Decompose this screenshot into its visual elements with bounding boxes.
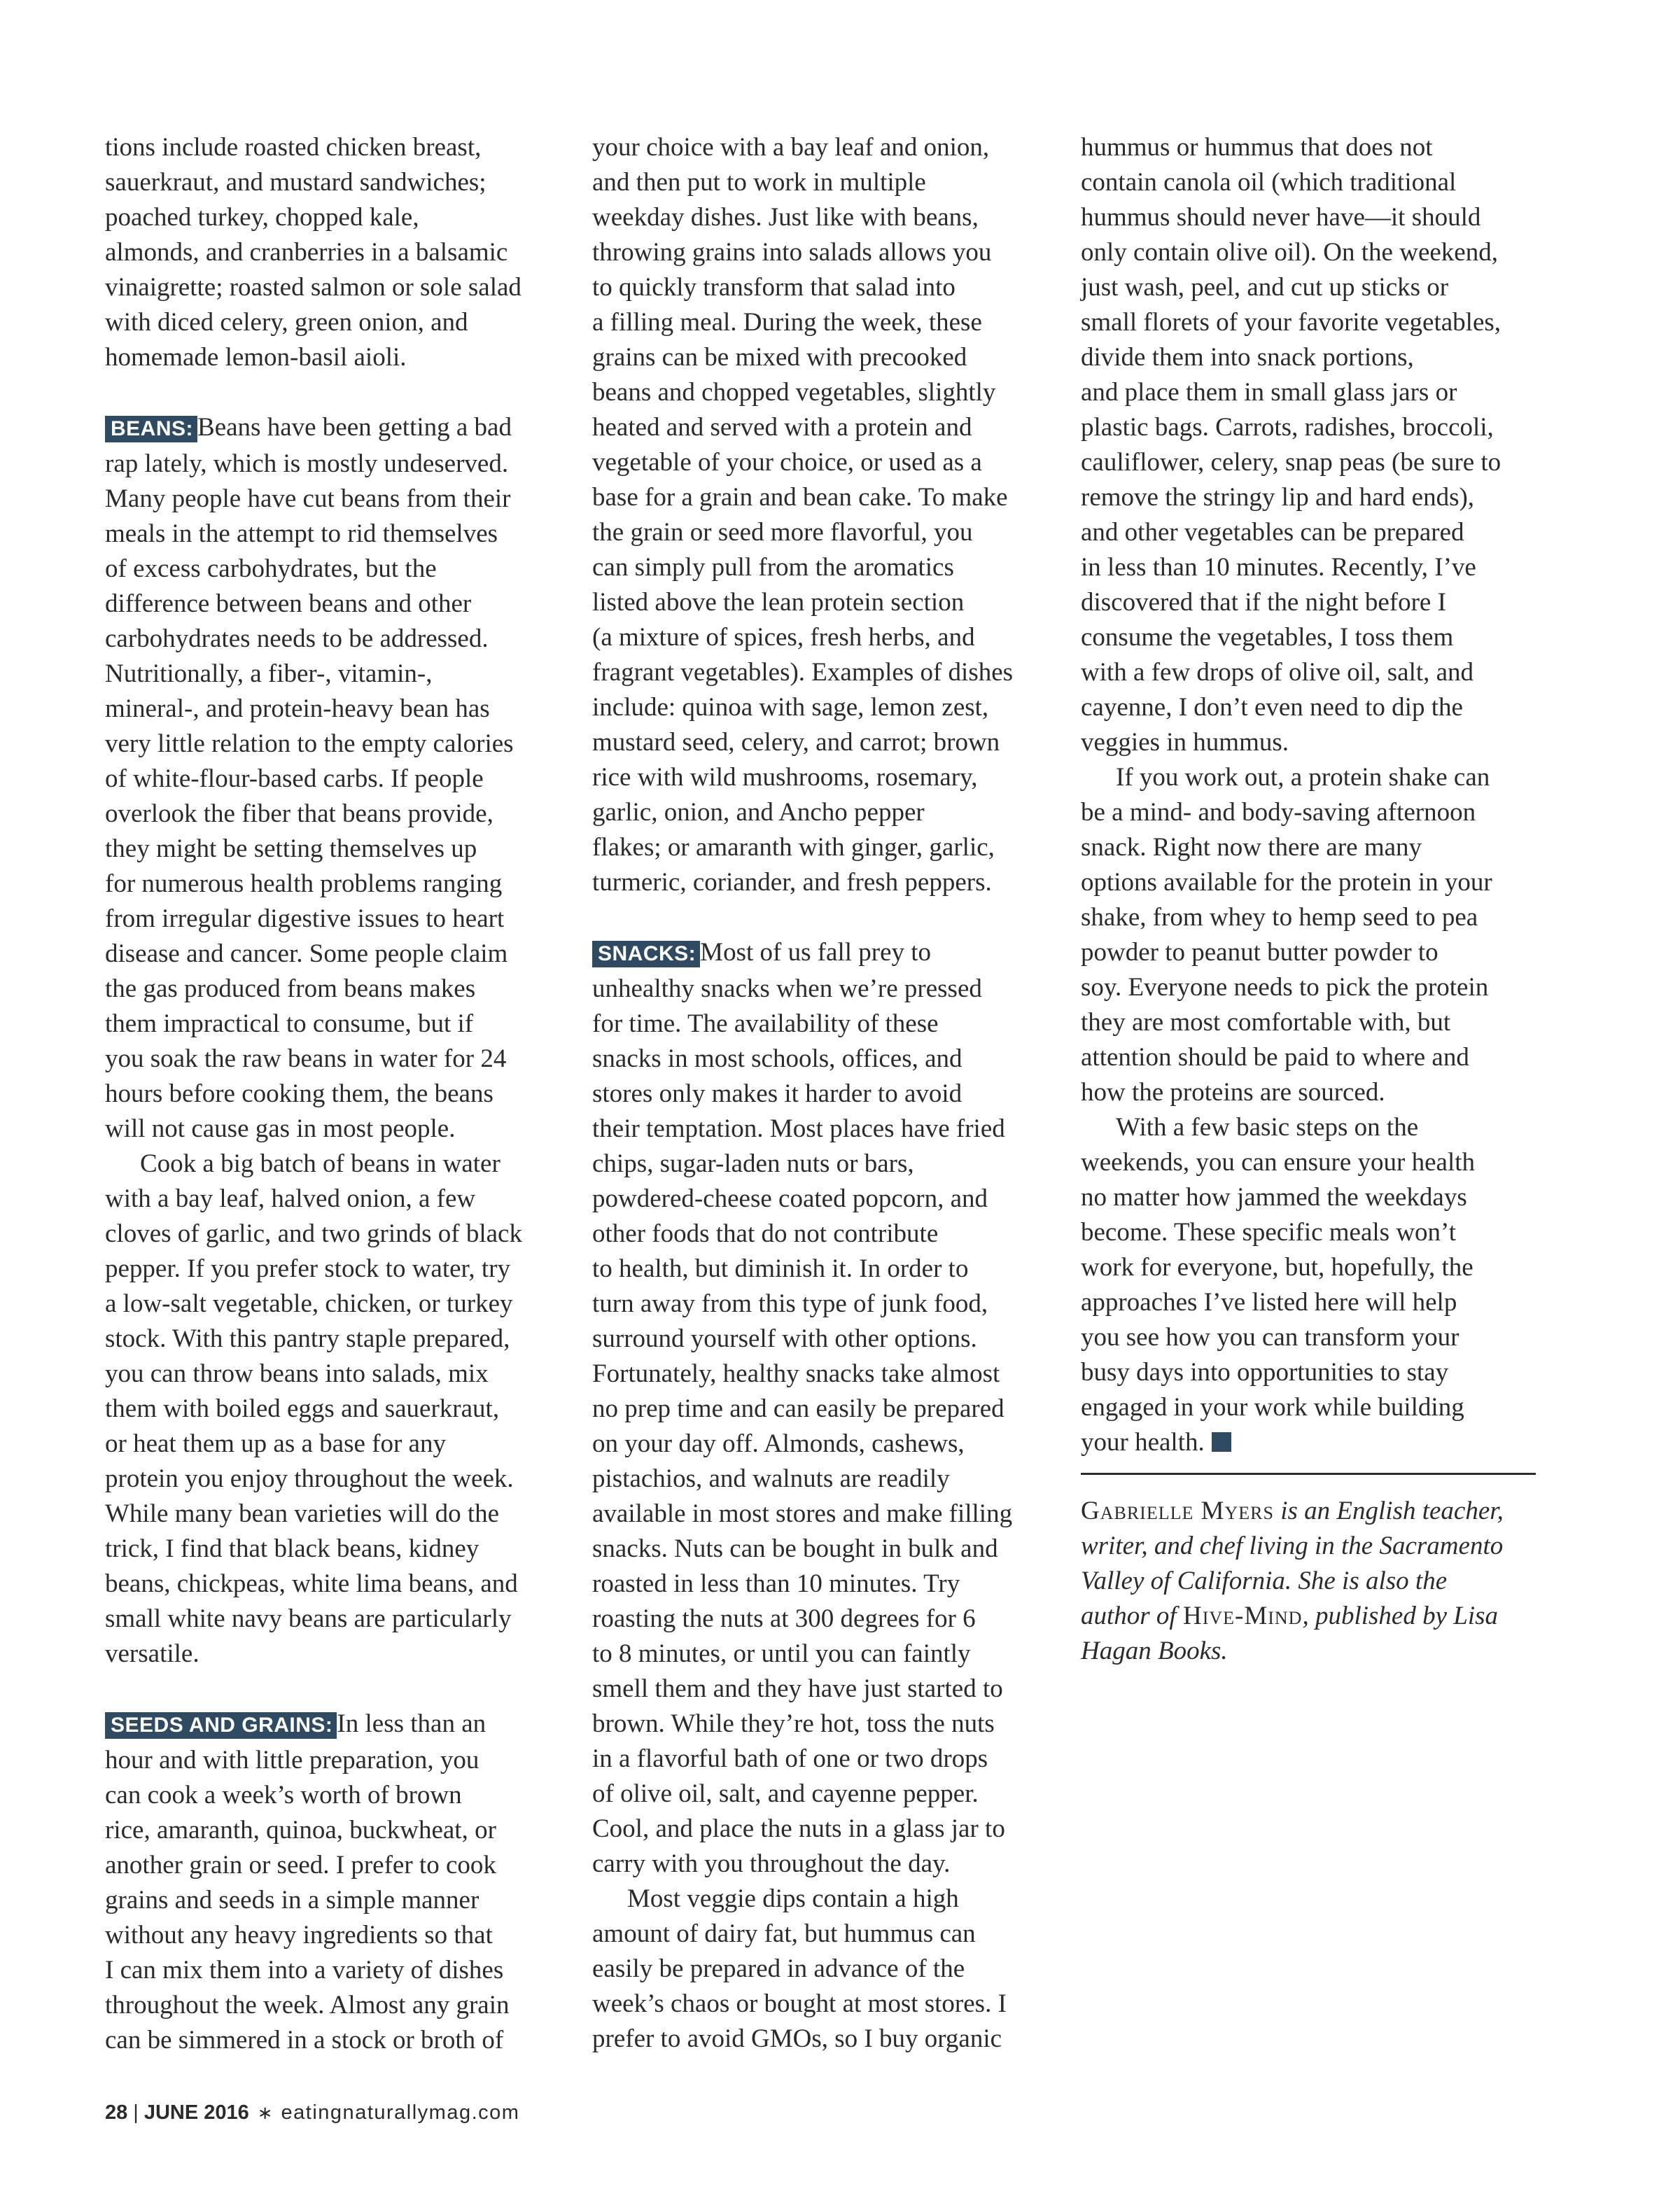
text-line: they might be setting themselves up xyxy=(105,834,477,863)
text-line: of white-flour-based carbs. If people xyxy=(105,764,484,793)
paragraph-snacks xyxy=(592,935,1054,1882)
text-line: base for a grain and bean cake. To make xyxy=(592,483,1008,512)
text-line: While many bean varieties will do the xyxy=(105,1499,500,1528)
text-line: cayenne, I don’t even need to dip the xyxy=(1081,693,1463,722)
text-line: another grain or seed. I prefer to cook xyxy=(105,1851,496,1879)
text-line: work for everyone, but, hopefully, the xyxy=(1081,1253,1474,1282)
text-line: soy. Everyone needs to pick the protein xyxy=(1081,973,1489,1002)
text-line: almonds, and cranberries in a balsamic xyxy=(105,238,508,267)
text-line: no matter how jammed the weekdays xyxy=(1081,1183,1467,1212)
section-label-snacks: SNACKS: xyxy=(592,941,700,967)
text-line: turn away from this type of junk food, xyxy=(592,1289,988,1318)
text-line: snacks in most schools, offices, and xyxy=(592,1044,962,1073)
text-line xyxy=(105,410,567,447)
text-line: a filling meal. During the week, these xyxy=(592,308,982,337)
text-line: Beans have been getting a bad xyxy=(197,413,512,442)
text-line: you soak the raw beans in water for 24 xyxy=(105,1044,507,1073)
text-line: of excess carbohydrates, but the xyxy=(105,554,437,583)
text-line: chips, sugar-laden nuts or bars, xyxy=(592,1149,914,1178)
text-line: surround yourself with other options. xyxy=(592,1324,977,1353)
text-line: vinaigrette; roasted salmon or sole salad xyxy=(105,273,522,302)
text-line: With a few basic steps on the xyxy=(1116,1113,1419,1142)
text-line: vegetable of your choice, or used as a xyxy=(592,448,982,477)
text-line: them with boiled eggs and sauerkraut, xyxy=(105,1394,500,1423)
text-line: Most of us fall prey to xyxy=(700,938,932,967)
text-line: for time. The availability of these xyxy=(592,1009,939,1038)
text-line: throwing grains into salads allows you xyxy=(592,238,992,267)
text-line: with a bay leaf, halved onion, a few xyxy=(105,1184,476,1213)
text-line: your choice with a bay leaf and onion, xyxy=(592,133,990,162)
text-line: be a mind- and body-saving afternoon xyxy=(1081,798,1476,827)
text-line: turmeric, coriander, and fresh peppers. xyxy=(592,868,992,897)
text-line: listed above the lean protein section xyxy=(592,588,965,617)
text-line: small white navy beans are particularly xyxy=(105,1604,512,1633)
bio-divider xyxy=(1081,1473,1536,1475)
text-line: hour and with little preparation, you xyxy=(105,1746,479,1774)
column-3 xyxy=(1081,130,1543,1460)
text-line: powder to peanut butter powder to xyxy=(1081,938,1438,967)
text-line: cauliflower, celery, snap peas (be sure to xyxy=(1081,448,1502,477)
text-line: how the proteins are sourced. xyxy=(1081,1078,1385,1107)
text-line xyxy=(1081,1494,1543,1529)
bio-text: Hagan Books. xyxy=(1081,1637,1228,1665)
text-line xyxy=(1081,1599,1543,1634)
text-line: mustard seed, celery, and carrot; brown xyxy=(592,728,1000,757)
text-line: discovered that if the night before I xyxy=(1081,588,1446,617)
text-line: powdered-cheese coated popcorn, and xyxy=(592,1184,988,1213)
text-line: on your day off. Almonds, cashews, xyxy=(592,1429,965,1458)
page-number: 28 xyxy=(105,2101,128,2124)
text-line: mineral-, and protein-heavy bean has xyxy=(105,694,490,723)
text-line: contain canola oil (which traditional xyxy=(1081,168,1457,197)
text-line: throughout the week. Almost any grain xyxy=(105,1991,510,2019)
text-line: protein you enjoy throughout the week. xyxy=(105,1464,514,1493)
text-line: to health, but diminish it. In order to xyxy=(592,1254,969,1283)
text-line: I can mix them into a variety of dishes xyxy=(105,1956,504,1984)
text-line: carbohydrates needs to be addressed. xyxy=(105,624,489,653)
text-line: small florets of your favorite vegetables, xyxy=(1081,308,1502,337)
text-line: smell them and they have just started to xyxy=(592,1674,1003,1703)
bio-text: writer, and chef living in the Sacramento xyxy=(1081,1532,1504,1560)
text-line: carry with you throughout the day. xyxy=(592,1849,951,1878)
text-line: Many people have cut beans from their xyxy=(105,484,511,513)
text-line: and other vegetables can be prepared xyxy=(1081,518,1464,547)
text-line: unhealthy snacks when we’re pressed xyxy=(592,974,982,1003)
text-line: fragrant vegetables). Examples of dishes xyxy=(592,658,1014,687)
text-line: plastic bags. Carrots, radishes, broccoli, xyxy=(1081,413,1494,442)
text-line: stock. With this pantry staple prepared, xyxy=(105,1324,510,1353)
text-line: of olive oil, salt, and cayenne pepper. xyxy=(592,1779,979,1808)
text-line: pepper. If you prefer stock to water, try xyxy=(105,1254,510,1283)
paragraph xyxy=(105,130,567,375)
column-2 xyxy=(592,130,1054,2057)
text-line: the grain or seed more flavorful, you xyxy=(592,518,973,547)
text-line: amount of dairy fat, but hummus can xyxy=(592,1919,976,1948)
text-line: garlic, onion, and Ancho pepper xyxy=(592,798,925,827)
bio-text: , published by Lisa xyxy=(1302,1602,1498,1630)
text-line: can cook a week’s worth of brown xyxy=(105,1781,462,1809)
text-line: weekday dishes. Just like with beans, xyxy=(592,203,979,232)
text-line: beans and chopped vegetables, slightly xyxy=(592,378,996,407)
bio-text: is an English teacher, xyxy=(1280,1497,1504,1525)
text-line: divide them into snack portions, xyxy=(1081,343,1414,372)
footer-separator: | xyxy=(133,2101,139,2124)
text-line: only contain olive oil). On the weekend, xyxy=(1081,238,1498,267)
text-line: or heat them up as a base for any xyxy=(105,1429,446,1458)
text-line: cloves of garlic, and two grinds of black xyxy=(105,1219,522,1248)
text-line: easily be prepared in advance of the xyxy=(592,1954,965,1983)
text-line: Cook a big batch of beans in water xyxy=(140,1149,500,1178)
text-line: and place them in small glass jars or xyxy=(1081,378,1457,407)
text-line: to quickly transform that salad into xyxy=(592,273,955,302)
text-line: heated and served with a protein and xyxy=(592,413,972,442)
text-line: disease and cancer. Some people claim xyxy=(105,939,508,968)
text-line: in a flavorful bath of one or two drops xyxy=(592,1744,988,1773)
author-name: Gabrielle Myers xyxy=(1081,1497,1274,1525)
text-line: for numerous health problems ranging xyxy=(105,869,503,898)
text-line: grains and seeds in a simple manner xyxy=(105,1886,479,1914)
text-line: roasted in less than 10 minutes. Try xyxy=(592,1569,960,1598)
text-line: consume the vegetables, I toss them xyxy=(1081,623,1454,652)
paragraph xyxy=(105,1147,567,1672)
text-line: (a mixture of spices, fresh herbs, and xyxy=(592,623,975,652)
text-line: grains can be mixed with precooked xyxy=(592,343,967,372)
text-line: approaches I’ve listed here will help xyxy=(1081,1288,1457,1317)
text-line: stores only makes it harder to avoid xyxy=(592,1079,962,1108)
text-line: poached turkey, chopped kale, xyxy=(105,203,419,232)
paragraph-seeds-and-grains xyxy=(105,1707,567,2058)
text-line: brown. While they’re hot, toss the nuts xyxy=(592,1709,995,1738)
text-line: week’s chaos or bought at most stores. I xyxy=(592,1989,1007,2018)
paragraph xyxy=(1081,1110,1543,1460)
text-line: hummus should never have—it should xyxy=(1081,203,1481,232)
text-line: versatile. xyxy=(105,1639,200,1668)
text-line: tions include roasted chicken breast, xyxy=(105,133,482,162)
text-line: you can throw beans into salads, mix xyxy=(105,1359,489,1388)
text-line: no prep time and can easily be prepared xyxy=(592,1394,1004,1423)
text-line: can simply pull from the aromatics xyxy=(592,553,954,582)
text-line: beans, chickpeas, white lima beans, and xyxy=(105,1569,518,1598)
text-line: other foods that do not contribute xyxy=(592,1219,939,1248)
text-line: Nutritionally, a fiber-, vitamin-, xyxy=(105,659,433,688)
text-line xyxy=(592,935,1054,972)
text-line: weekends, you can ensure your health xyxy=(1081,1148,1476,1177)
text-line: remove the stringy lip and hard ends), xyxy=(1081,483,1475,512)
text-line: from irregular digestive issues to heart xyxy=(105,904,505,933)
book-title: Hive-Mind xyxy=(1182,1602,1303,1630)
text-line: can be simmered in a stock or broth of xyxy=(105,2026,504,2054)
paragraph xyxy=(1081,130,1543,760)
text-line: with diced celery, green onion, and xyxy=(105,308,468,337)
text-line: roasting the nuts at 300 degrees for 6 xyxy=(592,1604,976,1633)
text-line: a low-salt vegetable, chicken, or turkey xyxy=(105,1289,513,1318)
text-line: without any heavy ingredients so that xyxy=(105,1921,493,1949)
text-line xyxy=(1081,1425,1543,1460)
text-line: Most veggie dips contain a high xyxy=(627,1884,959,1913)
bio-text: Valley of California. She is also the xyxy=(1081,1567,1448,1595)
text-line: shake, from whey to hemp seed to pea xyxy=(1081,903,1478,932)
author-bio xyxy=(1081,1494,1543,1669)
text-line: veggies in hummus. xyxy=(1081,728,1289,757)
text-line: to 8 minutes, or until you can faintly xyxy=(592,1639,971,1668)
text-line: In less than an xyxy=(337,1709,486,1738)
text-line: prefer to avoid GMOs, so I buy organic xyxy=(592,2024,1002,2053)
section-label-seeds-and-grains: SEEDS AND GRAINS: xyxy=(105,1712,337,1739)
paragraph xyxy=(1081,760,1543,1110)
text-line: your health. xyxy=(1081,1428,1205,1457)
text-line: sauerkraut, and mustard sandwiches; xyxy=(105,168,486,197)
text-line: trick, I find that black beans, kidney xyxy=(105,1534,479,1563)
text-line: available in most stores and make filling xyxy=(592,1499,1013,1528)
text-line: flakes; or amaranth with ginger, garlic, xyxy=(592,833,995,862)
text-line: you see how you can transform your xyxy=(1081,1323,1460,1352)
paragraph xyxy=(592,1882,1054,2057)
text-line: pistachios, and walnuts are readily xyxy=(592,1464,950,1493)
text-line: include: quinoa with sage, lemon zest, xyxy=(592,693,989,722)
text-line: and then put to work in multiple xyxy=(592,168,926,197)
text-line: very little relation to the empty calories xyxy=(105,729,514,758)
column-1 xyxy=(105,130,567,2058)
text-line: the gas produced from beans makes xyxy=(105,974,476,1003)
text-line: options available for the protein in your xyxy=(1081,868,1492,897)
text-line: will not cause gas in most people. xyxy=(105,1114,456,1143)
text-line: rice with wild mushrooms, rosemary, xyxy=(592,763,978,792)
text-line: just wash, peel, and cut up sticks or xyxy=(1081,273,1449,302)
bio-text: author of xyxy=(1081,1602,1177,1630)
end-mark-icon xyxy=(1212,1432,1231,1452)
text-line: Fortunately, healthy snacks take almost xyxy=(592,1359,1000,1388)
text-line: hummus or hummus that does not xyxy=(1081,133,1433,162)
text-line: difference between beans and other xyxy=(105,589,472,618)
text-line: rap lately, which is mostly undeserved. xyxy=(105,449,509,478)
text-line: If you work out, a protein shake can xyxy=(1116,763,1490,792)
text-line: busy days into opportunities to stay xyxy=(1081,1358,1449,1387)
text-line: they are most comfortable with, but xyxy=(1081,1008,1451,1037)
text-line: with a few drops of olive oil, salt, and xyxy=(1081,658,1474,687)
text-line: homemade lemon-basil aioli. xyxy=(105,343,407,372)
text-line: snack. Right now there are many xyxy=(1081,833,1422,862)
text-line: hours before cooking them, the beans xyxy=(105,1079,493,1108)
text-line: meals in the attempt to rid themselves xyxy=(105,519,498,548)
text-line: become. These specific meals won’t xyxy=(1081,1218,1456,1247)
text-line: them impractical to consume, but if xyxy=(105,1009,474,1038)
star-icon: ∗ xyxy=(257,2102,273,2123)
text-line: snacks. Nuts can be bought in bulk and xyxy=(592,1534,998,1563)
text-line: attention should be paid to where and xyxy=(1081,1043,1469,1072)
issue-date: JUNE 2016 xyxy=(144,2101,249,2124)
section-label-beans: BEANS: xyxy=(105,416,197,442)
text-line: their temptation. Most places have fried xyxy=(592,1114,1005,1143)
website-link: eatingnaturallymag.com xyxy=(281,2101,520,2124)
page-footer xyxy=(105,2101,519,2124)
text-line: Cool, and place the nuts in a glass jar to xyxy=(592,1814,1005,1843)
text-line xyxy=(105,1707,567,1743)
text-line: rice, amaranth, quinoa, buckwheat, or xyxy=(105,1816,496,1844)
text-line: in less than 10 minutes. Recently, I’ve xyxy=(1081,553,1476,582)
paragraph-beans xyxy=(105,410,567,1147)
text-line: engaged in your work while building xyxy=(1081,1393,1464,1422)
text-line: overlook the fiber that beans provide, xyxy=(105,799,493,828)
paragraph xyxy=(592,130,1054,900)
